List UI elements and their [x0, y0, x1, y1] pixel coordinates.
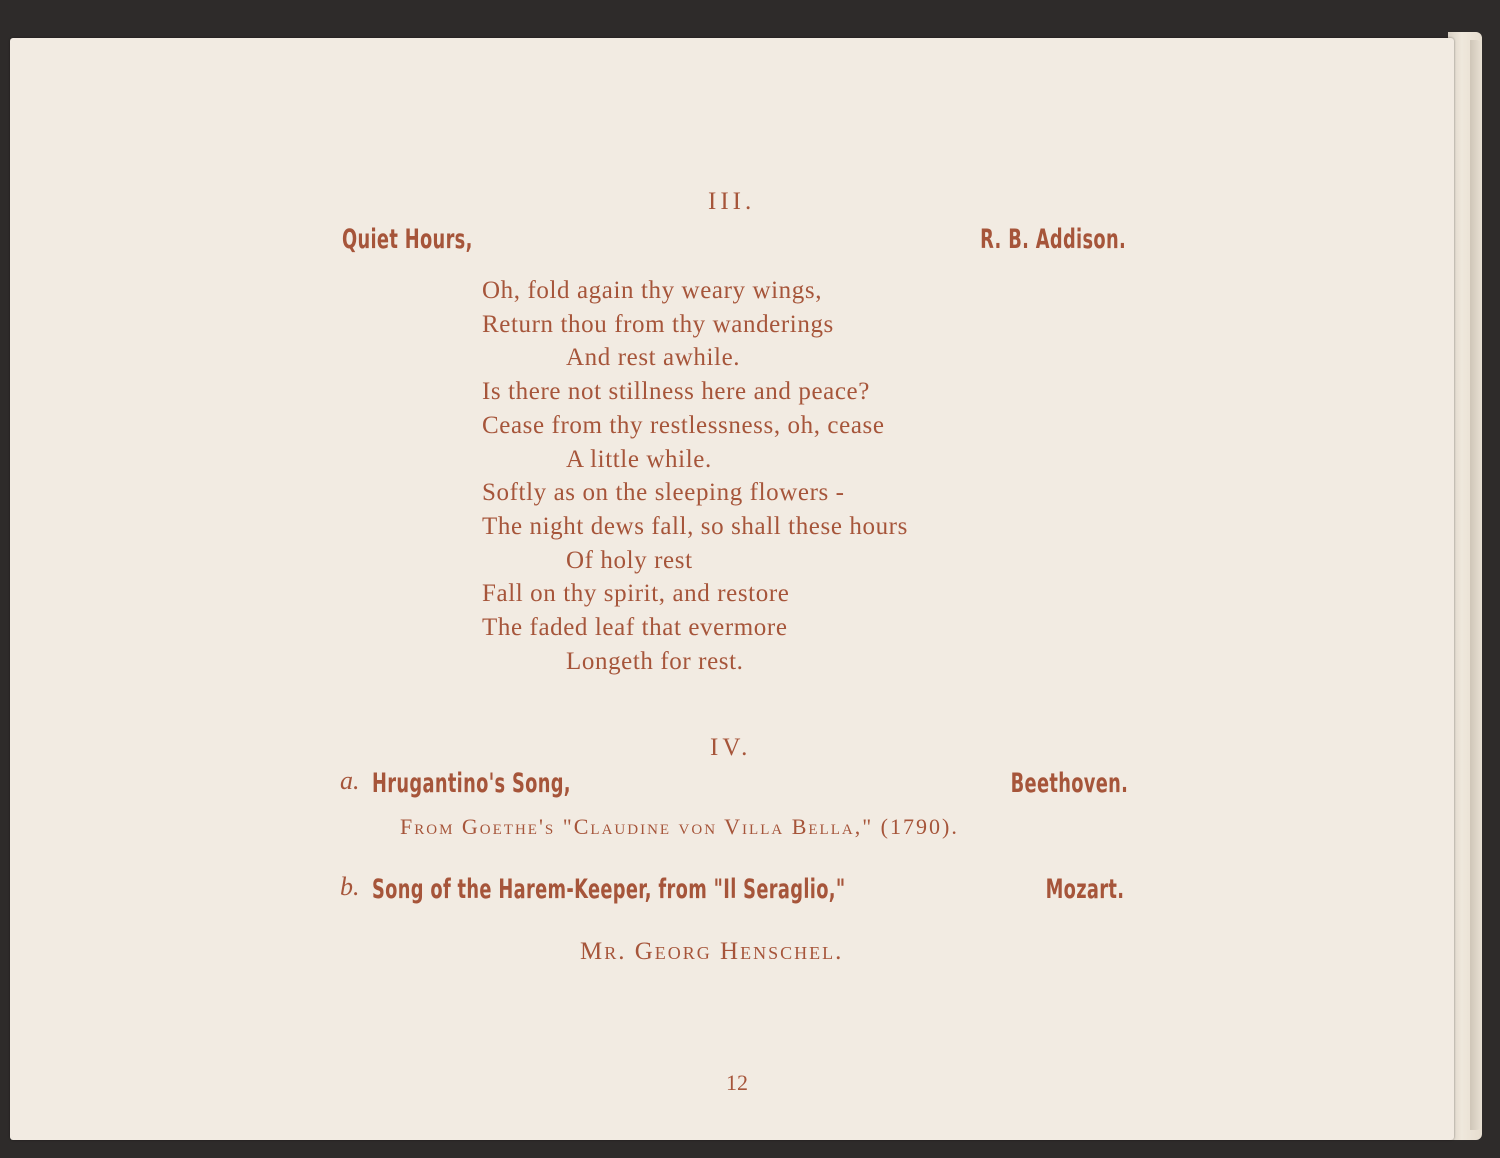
poem-line: Of holy rest [566, 546, 693, 574]
poem-text [482, 274, 908, 678]
item-b-row [340, 872, 846, 905]
section-three-composer: R. B. Addison. [980, 224, 1126, 255]
performer-name: Mr. Georg Henschel. [580, 938, 844, 965]
item-a-row [340, 766, 571, 799]
poem-line: Return thou from thy wanderings [482, 310, 834, 338]
section-three-numeral: III. [708, 188, 756, 215]
program-page [10, 38, 1454, 1140]
section-four-numeral: IV. [710, 734, 752, 761]
poem-line: Softly as on the sleeping flowers - [482, 479, 845, 507]
poem-line: The faded leaf that evermore [482, 614, 788, 642]
poem-line: Is there not stillness here and peace? [482, 378, 870, 406]
item-a-note: From Goethe's "Claudine von Villa Bella," (1790). [400, 814, 959, 839]
poem-line: Longeth for rest. [566, 647, 744, 675]
poem-line: And rest awhile. [566, 344, 741, 372]
page-stack-edge-inner [1470, 40, 1482, 1130]
item-b-title: Song of the Harem-Keeper, from "Il Seraglio," [372, 874, 846, 905]
page-number: 12 [726, 1070, 748, 1095]
poem-line: The night dews fall, so shall these hours [482, 512, 908, 540]
poem-line: A little while. [566, 445, 712, 473]
section-three-title: Quiet Hours, [342, 224, 473, 255]
item-b-composer: Mozart. [1045, 874, 1124, 905]
item-a-letter: a. [340, 766, 360, 795]
item-b-letter: b. [340, 872, 360, 901]
poem-line: Oh, fold again thy weary wings, [482, 277, 823, 304]
item-a-title: Hrugantino's Song, [372, 768, 571, 799]
poem-line: Fall on thy spirit, and restore [482, 580, 790, 608]
poem-line: Cease from thy restlessness, oh, cease [482, 411, 885, 439]
item-a-composer: Beethoven. [1010, 768, 1128, 799]
